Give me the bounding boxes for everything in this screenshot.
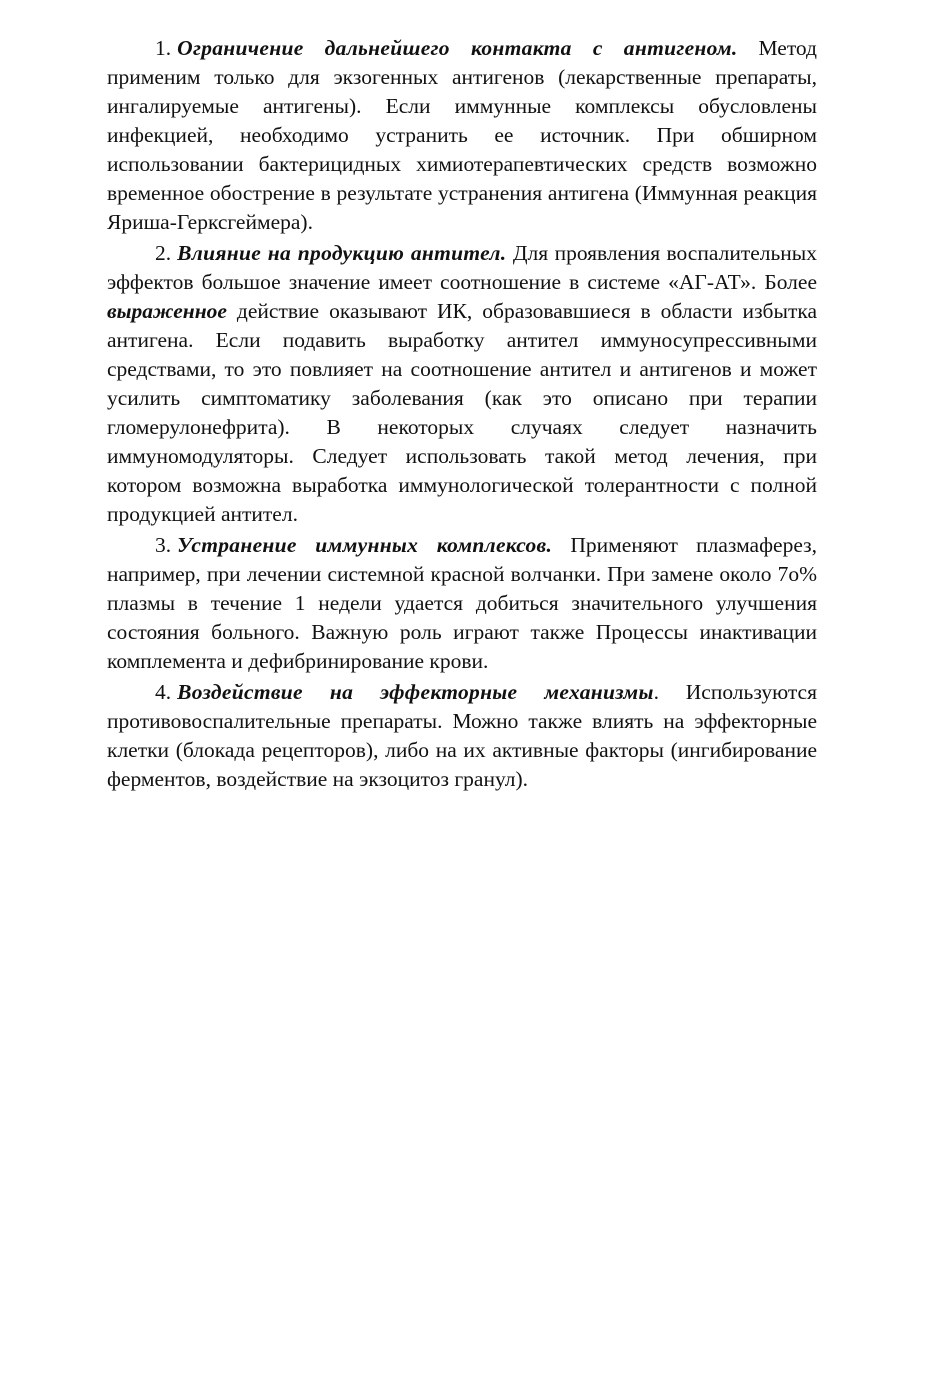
paragraph-text: Применяют плазмаферез, например, при лечении системной красной волчанки. При замене около 7о% плазмы в течение 1 недели удается добиться значительного улучшения состояния больного. Важную роль играют также Процессы инактивации комплемента и дефибринирование крови. (107, 533, 817, 673)
paragraph-heading: Устранение иммунных комплексов. (177, 533, 553, 557)
paragraph-text: Для проявления воспалительных эффектов большое значение имеет соотношение в системе «АГ-АТ». Более (107, 241, 818, 294)
paragraph-text: Метод применим только для экзогенных антигенов (лекарственные препараты, ингалируемые антигены). Если иммунные комплексы обусловлены инфекцией, необходимо устранить ее источник. При обширном использовании бактерицидных химиотерапевтических средств возможно временное обострение в результате устранения антигена (Иммунная реакция Яриша-Герксгеймера). (107, 36, 817, 234)
paragraph-2 (107, 239, 817, 529)
paragraph-3 (107, 531, 817, 676)
paragraph-1 (107, 34, 817, 237)
paragraph-text: . Используются противовоспалительные препараты. Можно также влиять на эффекторные клетки (блокада рецепторов), либо на их активные факторы (ингибирование ферментов, воздействие на экзоцитоз гранул). (107, 680, 817, 791)
paragraph-heading: Ограничение дальнейшего контакта с антигеном. (177, 36, 738, 60)
paragraph-heading: Воздействие на эффекторные механизмы (177, 680, 654, 704)
paragraph-number: 1. (155, 36, 172, 60)
document-page (107, 34, 817, 796)
paragraph-number: 3. (155, 533, 172, 557)
paragraph-number: 2. (155, 241, 172, 265)
emphasized-word: выраженное (107, 299, 227, 323)
paragraph-number: 4. (155, 680, 172, 704)
paragraph-text: действие оказывают ИК, образовавшиеся в области избытка антигена. Если подавить выработку антител иммуносупрессивными средствами, то это повлияет на соотношение антител и антигенов и может усилить симптоматику заболевания (как это описано при терапии гломерулонефрита). В некоторых случаях следует назначить иммуномодуляторы. Следует использовать такой метод лечения, при котором возможна выработка иммунологической толерантности с полной продукцией антител. (107, 299, 817, 526)
paragraph-heading: Влияние на продукцию антител. (177, 241, 507, 265)
paragraph-4 (107, 678, 817, 794)
